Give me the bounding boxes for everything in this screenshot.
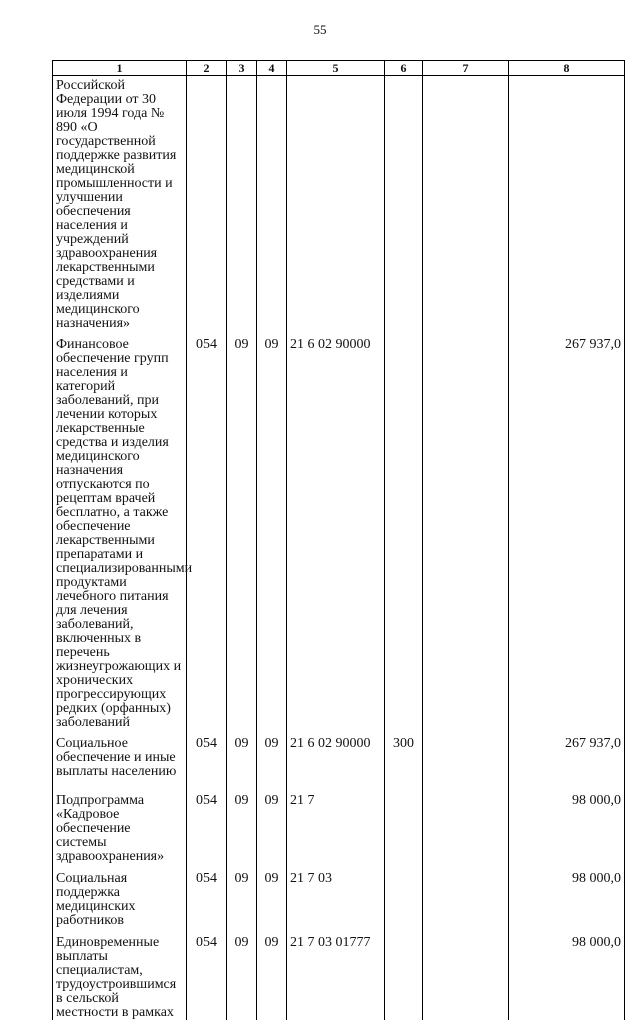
- cell-target-code: 21 6 02 90000: [287, 730, 385, 787]
- cell-target-code: 21 7 03: [287, 864, 385, 928]
- cell-amount: 98 000,0: [509, 864, 625, 928]
- cell-ministry: 054: [187, 928, 227, 1020]
- page-number: 55: [313, 22, 327, 37]
- cell-target-code: 21 7 03 01777: [287, 928, 385, 1020]
- cell-ministry: 054: [187, 730, 227, 787]
- cell-subsection: 09: [257, 864, 287, 928]
- cell-section: 09: [227, 331, 257, 730]
- cell-target-code: 21 7: [287, 787, 385, 864]
- cell-col7: [423, 864, 509, 928]
- cell-expense-type: [385, 928, 423, 1020]
- cell-ministry: 054: [187, 864, 227, 928]
- cell-expense-type: [385, 787, 423, 864]
- cell-expense-type: [385, 864, 423, 928]
- row-name: Социальное обеспечение и иные выплаты населению: [53, 730, 187, 787]
- column-header-1: 1: [53, 61, 187, 76]
- column-header-4: 4: [257, 61, 287, 76]
- column-header-8: 8: [509, 61, 625, 76]
- cell-section: [227, 76, 257, 332]
- row-name: Финансовое обеспечение групп населения и категорий заболеваний, при лечении которых лекарственные средства и изделия медицинского назначения отпускаются по рецептам врачей бесплатно, а также обеспечение лекарственными препаратами и специализированными продуктами лечебного питания для лечения заболеваний, включенных в перечень жизнеугрожающих и хронических прогрессирующих редких (орфанных) заболеваний: [53, 331, 187, 730]
- column-header-7: 7: [423, 61, 509, 76]
- cell-subsection: 09: [257, 331, 287, 730]
- cell-section: 09: [227, 730, 257, 787]
- cell-amount: 267 937,0: [509, 730, 625, 787]
- cell-ministry: 054: [187, 787, 227, 864]
- cell-amount: [509, 76, 625, 332]
- cell-ministry: 054: [187, 331, 227, 730]
- table-row: [53, 787, 625, 864]
- cell-subsection: 09: [257, 787, 287, 864]
- table-row: [53, 864, 625, 928]
- column-header-3: 3: [227, 61, 257, 76]
- row-name: Российской Федерации от 30 июля 1994 года № 890 «О государственной поддержке развития медицинской промышленности и улучшении обеспечения населения и учреждений здравоохранения лекарственными средствами и изделиями медицинского назначения»: [53, 76, 187, 332]
- cell-col7: [423, 730, 509, 787]
- table-row: [53, 331, 625, 730]
- cell-col7: [423, 787, 509, 864]
- cell-target-code: [287, 76, 385, 332]
- table-row: [53, 928, 625, 1020]
- cell-amount: 98 000,0: [509, 928, 625, 1020]
- cell-section: 09: [227, 928, 257, 1020]
- cell-amount: 267 937,0: [509, 331, 625, 730]
- cell-col7: [423, 331, 509, 730]
- table-row: [53, 76, 625, 332]
- column-header-6: 6: [385, 61, 423, 76]
- cell-section: 09: [227, 787, 257, 864]
- cell-subsection: 09: [257, 730, 287, 787]
- cell-section: 09: [227, 864, 257, 928]
- cell-target-code: 21 6 02 90000: [287, 331, 385, 730]
- cell-col7: [423, 76, 509, 332]
- cell-expense-type: [385, 331, 423, 730]
- cell-ministry: [187, 76, 227, 332]
- row-name: Единовременные выплаты специалистам, трудоустроившимся в сельской местности в рамках: [53, 928, 187, 1020]
- table-row: [53, 730, 625, 787]
- cell-expense-type: [385, 76, 423, 332]
- cell-amount: 98 000,0: [509, 787, 625, 864]
- cell-expense-type: 300: [385, 730, 423, 787]
- column-header-2: 2: [187, 61, 227, 76]
- budget-table: [52, 60, 625, 1020]
- cell-subsection: [257, 76, 287, 332]
- row-name: Социальная поддержка медицинских работников: [53, 864, 187, 928]
- cell-col7: [423, 928, 509, 1020]
- cell-subsection: 09: [257, 928, 287, 1020]
- table-header-row: [53, 61, 625, 76]
- row-name: Подпрограмма «Кадровое обеспечение системы здравоохранения»: [53, 787, 187, 864]
- column-header-5: 5: [287, 61, 385, 76]
